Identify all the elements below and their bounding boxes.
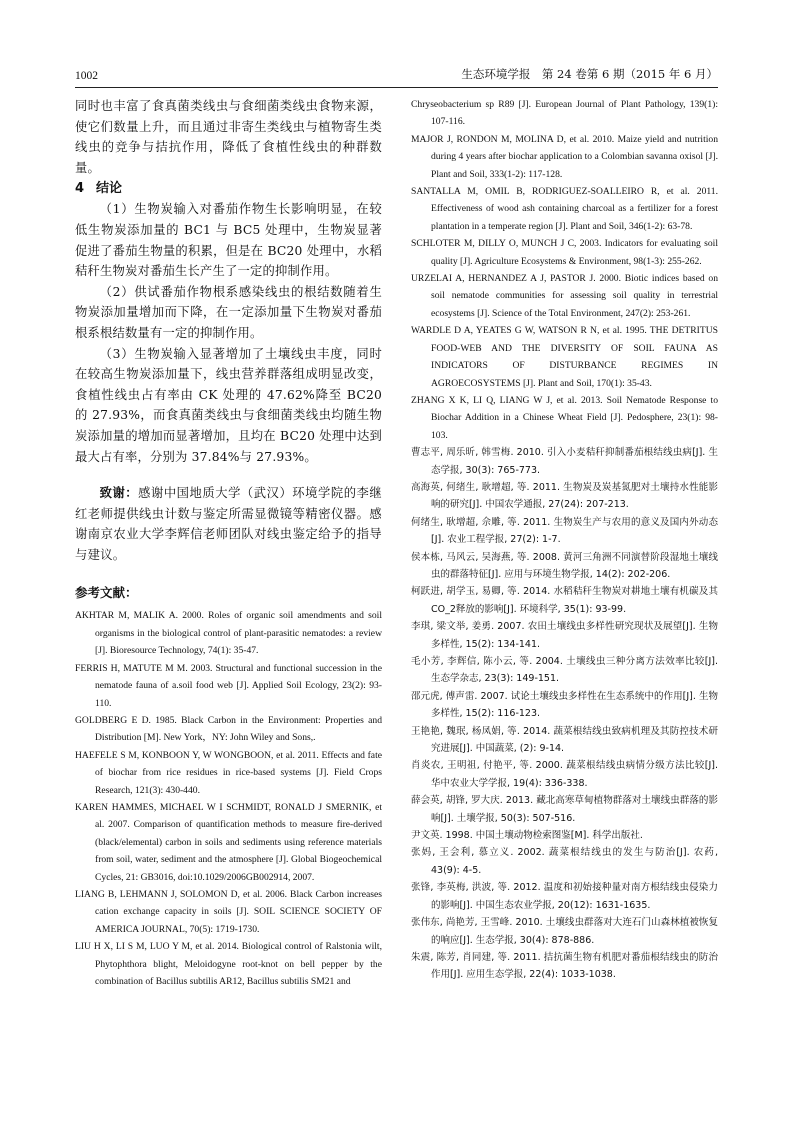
reference-item: LIU H X, LI S M, LUO Y M, et al. 2014. Biological control of Ralstonia wilt, Phytophthora blight, Meloidogyne root-knot on bell pepper by the combination of Bacillus subtilis AR12, Bacillus subtilis SM21 and <box>75 941 382 987</box>
conclusion-paragraph: （2）供试番茄作物根系感染线虫的根结数随着生物炭添加量增加而下降，在一定添加量下生物炭对番茄根系根结数量有一定的抑制作用。 <box>75 284 382 340</box>
reference-item-cn: 侯本栋, 马风云, 吴海燕, 等. 2008. 黄河三角洲不同演替阶段湿地土壤线虫的群落特征[J]. 应用与环境生物学报, 14(2): 202-206. <box>411 551 718 580</box>
reference-item: AKHTAR M, MALIK A. 2000. Roles of organic soil amendments and soil organisms in the biological control of plant-parasitic nematodes: a review [J]. Bioresource Technology, 74(1): 35-47. <box>75 610 382 657</box>
section-number: 4 <box>75 181 85 197</box>
section-title: 结论 <box>96 181 123 197</box>
journal-citation: 生态环境学报 第 24 卷第 6 期（2015 年 6 月） <box>461 67 718 81</box>
conclusion-paragraph: （3）生物炭输入显著增加了土壤线虫丰度，同时在较高生物炭添加量下，线虫营养群落组成明显改变，食植性线虫占有率由 CK 处理的 47.62%降至 BC20 的 27.93%，而食真菌类线虫与食细菌类线虫均随生物炭添加量的增加而显著增加，且均在 BC20 处理中达到最大占有率，分别为 37.84%与 27.93%。 <box>75 346 382 464</box>
reference-item-cn: 张妈, 王会利, 慕立义. 2002. 蔬菜根结线虫的发生与防治[J]. 农药, 43(9): 4-5. <box>411 847 718 876</box>
reference-item: FERRIS H, MATUTE M M. 2003. Structural and functional succession in the nematode fauna of a.soil food web [J]. Applied Soil Ecology, 23(2): 93-110. <box>75 662 382 709</box>
reference-item: SCHLOTER M, DILLY O, MUNCH J C, 2003. Indicators for evaluating soil quality [J]. Agriculture Ecosystems & Environment, 98(1-3): 255-262. <box>411 238 718 267</box>
left-column <box>75 96 382 990</box>
reference-item-cn: 张伟东, 尚艳芳, 王雪峰. 2010. 土壤线虫群落对大连石门山森林植被恢复的响应[J]. 生态学报, 30(4): 878-886. <box>411 917 718 946</box>
reference-item-cn: 朱震, 陈芳, 肖同建, 等. 2011. 拮抗菌生物有机肥对番茄根结线虫的防治作用[J]. 应用生态学报, 22(4): 1033-1038. <box>411 951 718 981</box>
reference-item-cn: 曹志平, 周乐昕, 韩雪梅. 2010. 引入小麦秸秆抑制番茄根结线虫病[J]. 生态学报, 30(3): 765-773. <box>411 447 718 476</box>
section-heading <box>75 178 382 199</box>
reference-item-cn: 何绪生, 耿增超, 佘雕, 等. 2011. 生物炭生产与农用的意义及国内外动态[J]. 农业工程学报, 27(2): 1-7. <box>411 516 718 546</box>
reference-item-cn: 柯跃进, 胡学玉, 易卿, 等. 2014. 水稻秸秆生物炭对耕地土壤有机碳及其CO_2释放的影响[J]. 环境科学, 35(1): 93-99. <box>411 586 718 615</box>
reference-item-cn: 邵元虎, 傅声雷. 2007. 试论土壤线虫多样性在生态系统中的作用[J]. 生物多样性, 15(2): 116-123. <box>411 690 718 720</box>
reference-item: LIANG B, LEHMANN J, SOLOMON D, et al. 2006. Black Carbon increases cation exchange capacity in soils [J]. SOIL SCIENCE SOCIETY OF AMERICA JOURNAL, 70(5): 1719-1730. <box>75 888 382 935</box>
reference-item: HAEFELE S M, KONBOON Y, W WONGBOON, et al. 2011. Effects and fate of biochar from rice residues in rice-based systems [J]. Field Crops Research, 121(3): 430-440. <box>75 749 382 796</box>
reference-item-cn: 薛会英, 胡锋, 罗大庆. 2013. 藏北高寒草甸植物群落对土壤线虫群落的影响[J]. 土壤学报, 50(3): 507-516. <box>411 795 718 824</box>
reference-item: GOLDBERG E D. 1985. Black Carbon in the Environment: Properties and Distribution [M]. New York，NY: John Wiley and Sons,. <box>75 714 382 744</box>
reference-item: KAREN HAMMES, MICHAEL W I SCHMIDT, RONALD J SMERNIK, et al. 2007. Comparison of quantification methods to measure fire-derived (black/elemental) carbon in soils and sediments using reference materials from soil, water, sediment and the atmosphere [J]. Global Biogeochemical Cycles, 21: GB3016, doi:10.1029/2006GB002914, 2007. <box>75 801 382 883</box>
reference-item-cn: 李琪, 梁文举, 姜勇. 2007. 农田土壤线虫多样性研究现状及展望[J]. 生物多样性, 15(2): 134-141. <box>411 621 718 650</box>
reference-item: WARDLE D A, YEATES G W, WATSON R N, et al. 1995. THE DETRITUS FOOD-WEB AND THE DIVERSITY OF SOIL FAUNA AS INDICATORS OF DISTURBANCE REGIMES IN AGROECOSYSTEMS [J]. Plant and Soil, 170(1): 35-43. <box>411 325 718 389</box>
acknowledgement-text: 感谢中国地质大学（武汉）环境学院的李继红老师提供线虫计数与鉴定所需显微镜等精密仪器。感谢南京农业大学李辉信老师团队对线虫鉴定给予的指导与建议。 <box>75 486 382 562</box>
reference-item: MAJOR J, RONDON M, MOLINA D, et al. 2010. Maize yield and nutrition during 4 years after biochar application to a Colombian savanna oxisol [J]. Plant and Soil, 333(1-2): 117-128. <box>411 133 718 180</box>
intro-paragraph: 同时也丰富了食真菌类线虫与食细菌类线虫食物来源，使它们数量上升，而且通过非寄生类线虫与植物寄生类线虫的竞争与拮抗作用，降低了食植性线虫的种群数量。 <box>75 99 382 175</box>
reference-item-cn: 尹文英. 1998. 中国土壤动物检索图鉴[M]. 科学出版社. <box>411 830 643 842</box>
right-column <box>411 96 718 984</box>
conclusion-paragraph: （1）生物炭输入对番茄作物生长影响明显，在较低生物炭添加量的 BC1 与 BC5 处理中，生物炭显著促进了番茄生物量的积累，但是在 BC20 处理中，水稻秸秆生物炭对番茄生长产生了一定的抑制作用。 <box>75 202 382 279</box>
reference-item-cn: 肖炎农, 王明祖, 付艳平, 等. 2000. 蔬菜根结线虫病情分级方法比较[J]. 华中农业大学学报, 19(4): 336-338. <box>411 760 718 789</box>
references-heading: 参考文献： <box>75 585 138 601</box>
acknowledgement-label: 致谢： <box>99 486 139 501</box>
reference-item: SANTALLA M, OMIL B, RODRIGUEZ-SOALLEIRO R, et al. 2011. Effectiveness of wood ash containing charcoal as a fertilizer for a forest plantation in a temperate region [J]. Plant and Soil, 346(1-2): 63-78. <box>411 186 718 232</box>
reference-item-cn: 毛小芳, 李辉信, 陈小云, 等. 2004. 土壤线虫三种分离方法效率比较[J]. 生态学杂志, 23(3): 149-151. <box>411 656 718 685</box>
reference-item-cn: 王艳艳, 魏珉, 杨凤娟, 等. 2014. 蔬菜根结线虫致病机理及其防控技术研究进展[J]. 中国蔬菜, (2): 9-14. <box>411 725 718 755</box>
reference-item-cn: 张锋, 李英梅, 洪波, 等. 2012. 温度和初始接种量对南方根结线虫侵染力的影响[J]. 中国生态农业学报, 20(12): 1631-1635. <box>411 882 718 911</box>
reference-item: Chryseobacterium sp R89 [J]. European Journal of Plant Pathology, 139(1): 107-116. <box>411 99 718 128</box>
reference-item: URZELAI A, HERNANDEZ A J, PASTOR J. 2000. Biotic indices based on soil nematode communities for assessing soil quality in terrestrial ecosystems [J]. Science of the Total Environment, 247(2): 253-261. <box>411 273 718 319</box>
reference-item-cn: 高海英, 何绪生, 耿增超, 等. 2011. 生物炭及炭基氮肥对土壤持水性能影响的研究[J]. 中国农学通报, 27(24): 207-213. <box>411 481 718 511</box>
running-header <box>75 65 718 88</box>
acknowledgement <box>75 483 382 565</box>
page-number: 1002 <box>75 70 98 82</box>
reference-item: ZHANG X K, LI Q, LIANG W J, et al. 2013. Soil Nematode Response to Biochar Addition in a Chinese Wheat Field [J]. Pedosphere, 23(1): 98-103. <box>411 394 718 441</box>
